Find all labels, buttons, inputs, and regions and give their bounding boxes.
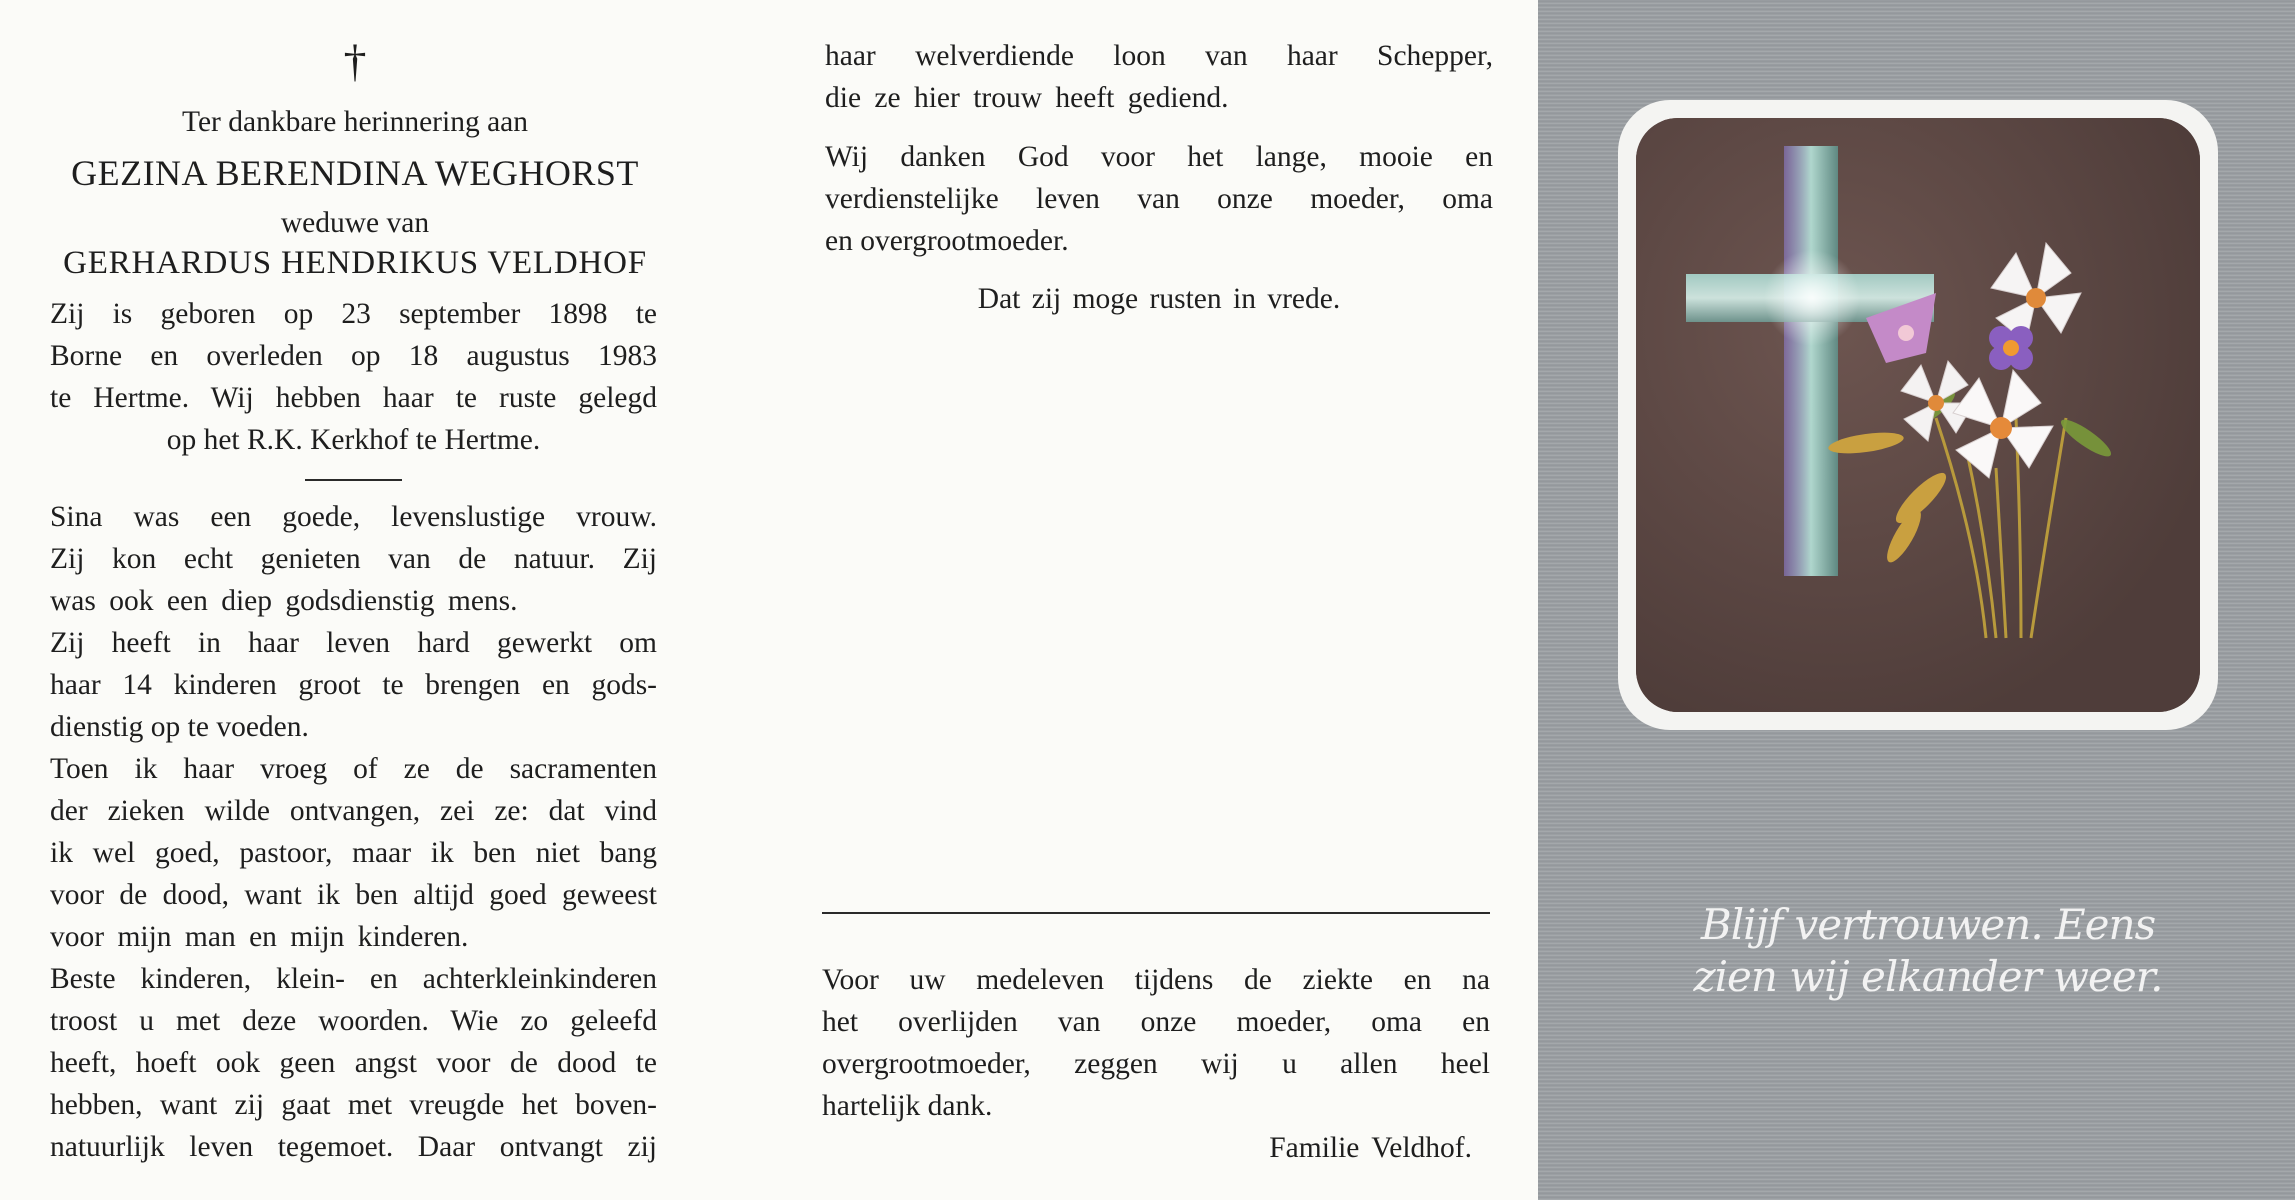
verse — [1608, 900, 2248, 1010]
divider — [305, 479, 402, 481]
card-front — [1538, 0, 2295, 1200]
bio-line: te Hertme. Wij hebben haar te ruste gelegd — [50, 382, 657, 414]
bio-line: Borne en overleden op 18 augustus 1983 — [50, 340, 657, 372]
intro-text: Ter dankbare herinnering aan — [181, 106, 529, 138]
cross-symbol: † — [343, 35, 367, 86]
body-line: Beste kinderen, klein- en achterkleinkinderen — [50, 963, 657, 995]
thanks-line: en overgrootmoeder. — [825, 225, 1069, 257]
cross-and-lilies-picture — [1636, 118, 2200, 712]
widow-of-text: weduwe van — [280, 207, 430, 239]
body-line: was ook een diep godsdienstig mens. — [50, 585, 518, 617]
bio-line: Zij is geboren op 23 september 1898 te — [50, 298, 657, 330]
body-line: heeft, hoeft ook geen angst voor de dood te — [50, 1047, 657, 1079]
acknowledgement-line: overgrootmoeder, zeggen wij u allen heel — [822, 1048, 1490, 1080]
body-line: haar welverdiende loon van haar Schepper, — [825, 40, 1493, 72]
acknowledgement-line: Voor uw medeleven tijdens de ziekte en na — [822, 964, 1490, 996]
body-line: der zieken wilde ontvangen, zei ze: dat vind — [50, 795, 657, 827]
body-line: Zij heeft in haar leven hard gewerkt om — [50, 627, 657, 659]
family-signature: Familie Veldhof. — [1269, 1132, 1472, 1164]
body-line: voor mijn man en mijn kinderen. — [50, 921, 469, 953]
thanks-line: Wij danken God voor het lange, mooie en — [825, 141, 1493, 173]
body-line: Sina was een goede, levenslustige vrouw. — [50, 501, 657, 533]
body-line: troost u met deze woorden. Wie zo geleefd — [50, 1005, 657, 1037]
verse-line: Blijf vertrouwen. Eens — [1700, 900, 2156, 949]
bio-line: op het R.K. Kerkhof te Hertme. — [166, 424, 541, 456]
thanks-line: verdienstelijke leven van onze moeder, oma — [825, 183, 1493, 215]
body-line: die ze hier trouw heeft gediend. — [825, 82, 1229, 114]
middle-page — [760, 0, 1500, 1200]
body-line: Zij kon echt genieten van de natuur. Zij — [50, 543, 657, 575]
body-line: ik wel goed, pastoor, maar ik ben niet bang — [50, 837, 657, 869]
body-line: hebben, want zij gaat met vreugde het boven- — [50, 1089, 657, 1121]
body-line: dienstig op te voeden. — [50, 711, 309, 743]
body-line: voor de dood, want ik ben altijd goed geweest — [50, 879, 657, 911]
divider — [822, 912, 1490, 914]
husband-name: GERHARDUS HENDRIKUS VELDHOF — [63, 245, 647, 281]
rest-in-peace-text: Dat zij moge rusten in vrede. — [977, 283, 1341, 315]
acknowledgement-line: het overlijden van onze moeder, oma en — [822, 1006, 1490, 1038]
body-line: haar 14 kinderen groot te brengen en gods- — [50, 669, 657, 701]
body-line: natuurlijk leven tegemoet. Daar ontvangt zij — [50, 1131, 657, 1163]
verse-line: zien wij elkander weer. — [1693, 952, 2163, 1001]
deceased-name: GEZINA BERENDINA WEGHORST — [71, 153, 639, 193]
body-line: Toen ik haar vroeg of ze de sacramenten — [50, 753, 657, 785]
acknowledgement-line: hartelijk dank. — [822, 1090, 993, 1122]
left-page — [0, 0, 760, 1200]
